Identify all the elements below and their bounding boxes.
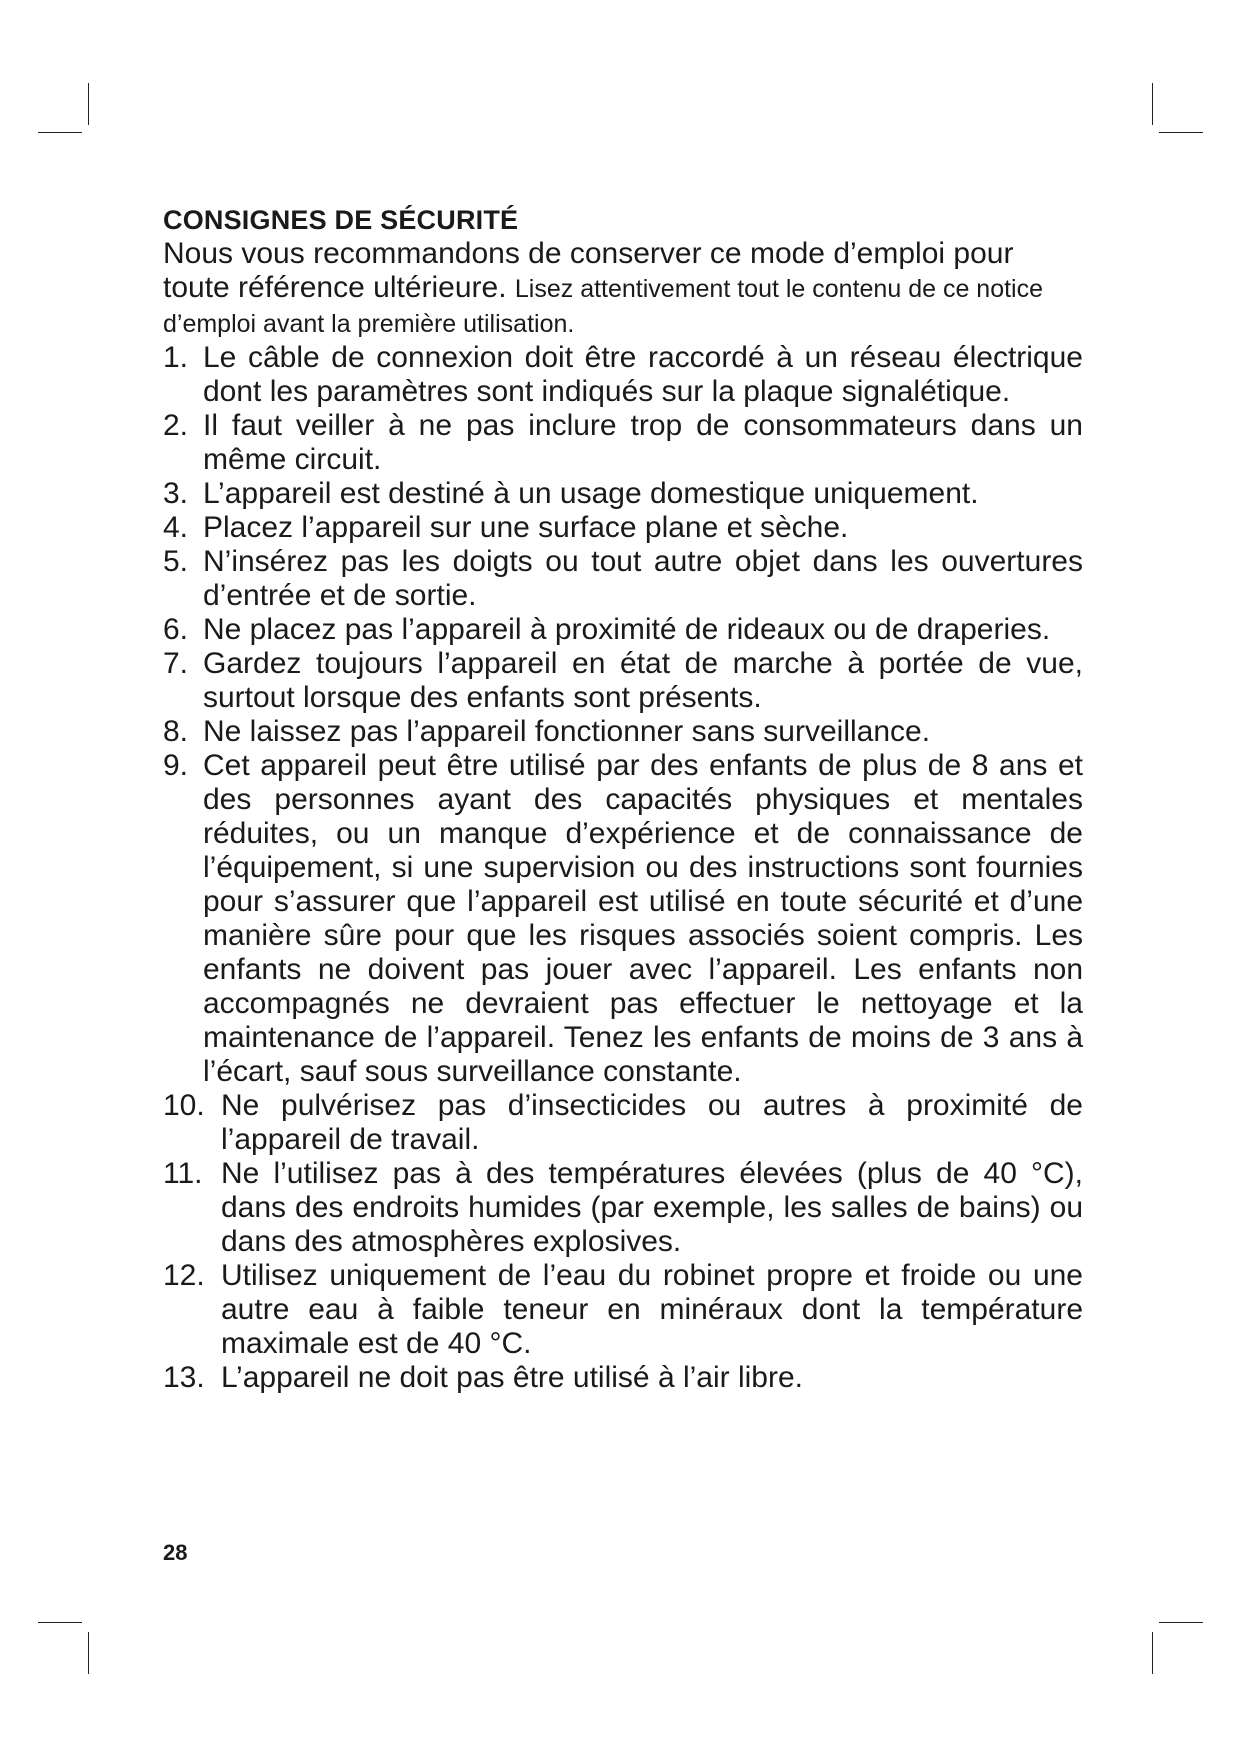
item-text: Il faut veiller à ne pas inclure trop de consommateurs dans un même circuit. xyxy=(203,409,1083,476)
item-text: L’appareil ne doit pas être utilisé à l’air libre. xyxy=(221,1361,803,1394)
item-number: 1. xyxy=(163,341,189,374)
safety-list xyxy=(163,341,1083,1395)
item-text: Le câble de connexion doit être raccordé à un réseau électrique dont les paramètres sont indiqués sur la plaque signalétique. xyxy=(203,341,1083,408)
intro-paragraph xyxy=(163,237,1083,341)
crop-mark-bottom-right-h xyxy=(1159,1622,1203,1623)
list-item xyxy=(163,1361,1083,1395)
item-number: 8. xyxy=(163,715,189,748)
item-number: 7. xyxy=(163,647,189,680)
intro-main-text: Nous vous recommandons de conserver ce mode d’emploi pour toute référence ultérieure. xyxy=(163,237,1014,304)
item-text: Ne pulvérisez pas d’insecticides ou autres à proximité de l’appareil de travail. xyxy=(221,1089,1083,1156)
crop-mark-bottom-right-v xyxy=(1152,1632,1153,1674)
crop-mark-top-right-h xyxy=(1159,132,1203,133)
item-number: 12. xyxy=(163,1259,205,1292)
item-text: Ne l’utilisez pas à des températures élevées (plus de 40 °C), dans des endroits humides (par exemple, les salles de bains) ou dans des atmosphères explosives. xyxy=(221,1157,1083,1258)
list-item xyxy=(163,647,1083,715)
list-item xyxy=(163,715,1083,749)
item-text: Utilisez uniquement de l’eau du robinet propre et froide ou une autre eau à faible teneur en minéraux dont la température maximale est de 40 °C. xyxy=(221,1259,1083,1360)
item-text: Ne placez pas l’appareil à proximité de rideaux ou de draperies. xyxy=(203,613,1051,646)
item-number: 3. xyxy=(163,477,189,510)
item-number: 9. xyxy=(163,749,189,782)
item-number: 5. xyxy=(163,545,189,578)
list-item xyxy=(163,1089,1083,1157)
item-text: Gardez toujours l’appareil en état de marche à portée de vue, surtout lorsque des enfants sont présents. xyxy=(203,647,1083,714)
crop-mark-bottom-left-v xyxy=(88,1632,89,1674)
crop-mark-top-right-v xyxy=(1152,83,1153,125)
page-number: 28 xyxy=(163,1540,188,1565)
item-number: 4. xyxy=(163,511,189,544)
item-number: 6. xyxy=(163,613,189,646)
item-text: Placez l’appareil sur une surface plane et sèche. xyxy=(203,511,849,544)
list-item xyxy=(163,1259,1083,1361)
item-text: L’appareil est destiné à un usage domestique uniquement. xyxy=(203,477,979,510)
list-item xyxy=(163,477,1083,511)
safety-instructions xyxy=(163,203,1083,1395)
item-text: Ne laissez pas l’appareil fonctionner sans surveillance. xyxy=(203,715,931,748)
crop-mark-bottom-left-h xyxy=(38,1622,82,1623)
item-number: 13. xyxy=(163,1361,205,1394)
list-item xyxy=(163,613,1083,647)
list-item xyxy=(163,545,1083,613)
crop-mark-top-left-v xyxy=(88,83,89,125)
list-item xyxy=(163,341,1083,409)
list-item xyxy=(163,749,1083,1089)
intro-small-text: Lisez attentivement tout le contenu de ce notice d’emploi avant la première utilisation. xyxy=(163,275,1044,338)
item-number: 10. xyxy=(163,1089,205,1122)
item-number: 2. xyxy=(163,409,189,442)
list-item xyxy=(163,1157,1083,1259)
section-title: CONSIGNES DE SÉCURITÉ xyxy=(163,205,519,235)
list-item xyxy=(163,511,1083,545)
list-item xyxy=(163,409,1083,477)
crop-mark-top-left-h xyxy=(38,132,82,133)
item-number: 11. xyxy=(163,1157,203,1190)
item-text: N’insérez pas les doigts ou tout autre objet dans les ouvertures d’entrée et de sortie. xyxy=(203,545,1083,612)
item-text: Cet appareil peut être utilisé par des enfants de plus de 8 ans et des personnes ayant des capacités physiques et mentales réduites, ou un manque d’expérience et de connaissance de l’équipement, si une supervision ou des instructions sont fournies pour s’assurer que l’appareil est utilisé en toute sécurité et d’une manière sûre pour que les risques associés soient compris. Les enfants ne doivent pas jouer avec l’appareil. Les enfants non accompagnés ne devraient pas effectuer le nettoyage et la maintenance de l’appareil. Tenez les enfants de moins de 3 ans à l’écart, sauf sous surveillance constante. xyxy=(203,749,1083,1088)
